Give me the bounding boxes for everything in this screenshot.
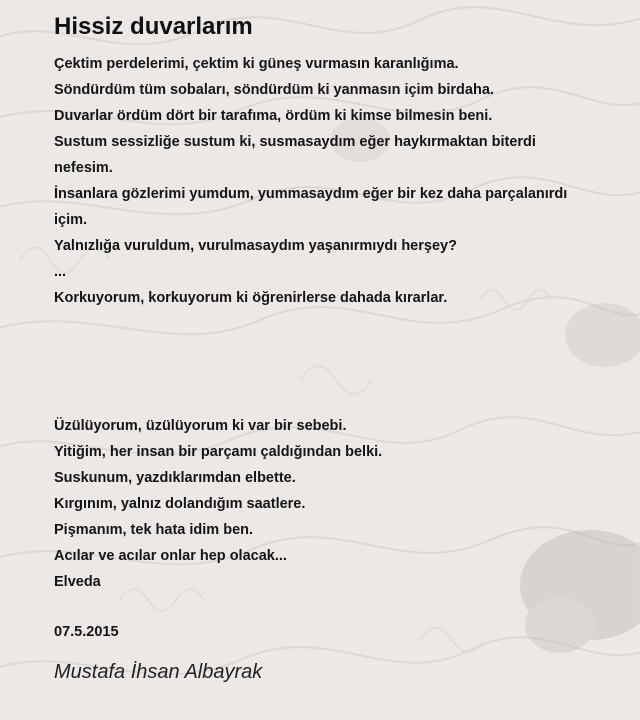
poem-author: Mustafa İhsan Albayrak — [54, 661, 263, 683]
poem-line: Üzülüyorum, üzülüyorum ki var bir sebebi. — [54, 418, 347, 434]
poem-line: Sustum sessizliğe sustum ki, susmasaydım eğer haykırmaktan biterdi — [54, 134, 536, 150]
poem-line: Yalnızlığa vuruldum, vurulmasaydım yaşanırmıydı herşey? — [54, 238, 457, 254]
poem-line: içim. — [54, 212, 88, 228]
poem-line: nefesim. — [54, 160, 113, 176]
poem-line: Kırgınım, yalnız dolandığım saatlere. — [54, 496, 306, 512]
poem-line: Duvarlar ördüm dört bir tarafıma, ördüm ki kimse bilmesin beni. — [54, 108, 493, 124]
poem-line: Elveda — [54, 574, 101, 590]
stanza-1 — [54, 51, 634, 311]
poem-line: İnsanlara gözlerimi yumdum, yummasaydım eğer bir kez daha parçalanırdı — [54, 186, 568, 202]
poem-line: Söndürdüm tüm sobaları, söndürdüm ki yanmasın içim birdaha. — [54, 82, 494, 98]
poem-line: Acılar ve acılar onlar hep olacak... — [54, 548, 287, 564]
poem-title: Hissiz duvarlarım — [54, 13, 253, 40]
poem-date: 07.5.2015 — [54, 624, 119, 640]
poem-line: Korkuyorum, korkuyorum ki öğrenirlerse dahada kırarlar. — [54, 290, 448, 306]
poem-line: Yitiğim, her insan bir parçamı çaldığından belki. — [54, 444, 383, 460]
poem-line: Çektim perdelerimi, çektim ki güneş vurmasın karanlığıma. — [54, 56, 459, 72]
stanza-2 — [54, 413, 634, 595]
poem-line: Pişmanım, tek hata idim ben. — [54, 522, 254, 538]
poem-line: Suskunum, yazdıklarımdan elbette. — [54, 470, 296, 486]
poem-line: ... — [54, 264, 67, 280]
